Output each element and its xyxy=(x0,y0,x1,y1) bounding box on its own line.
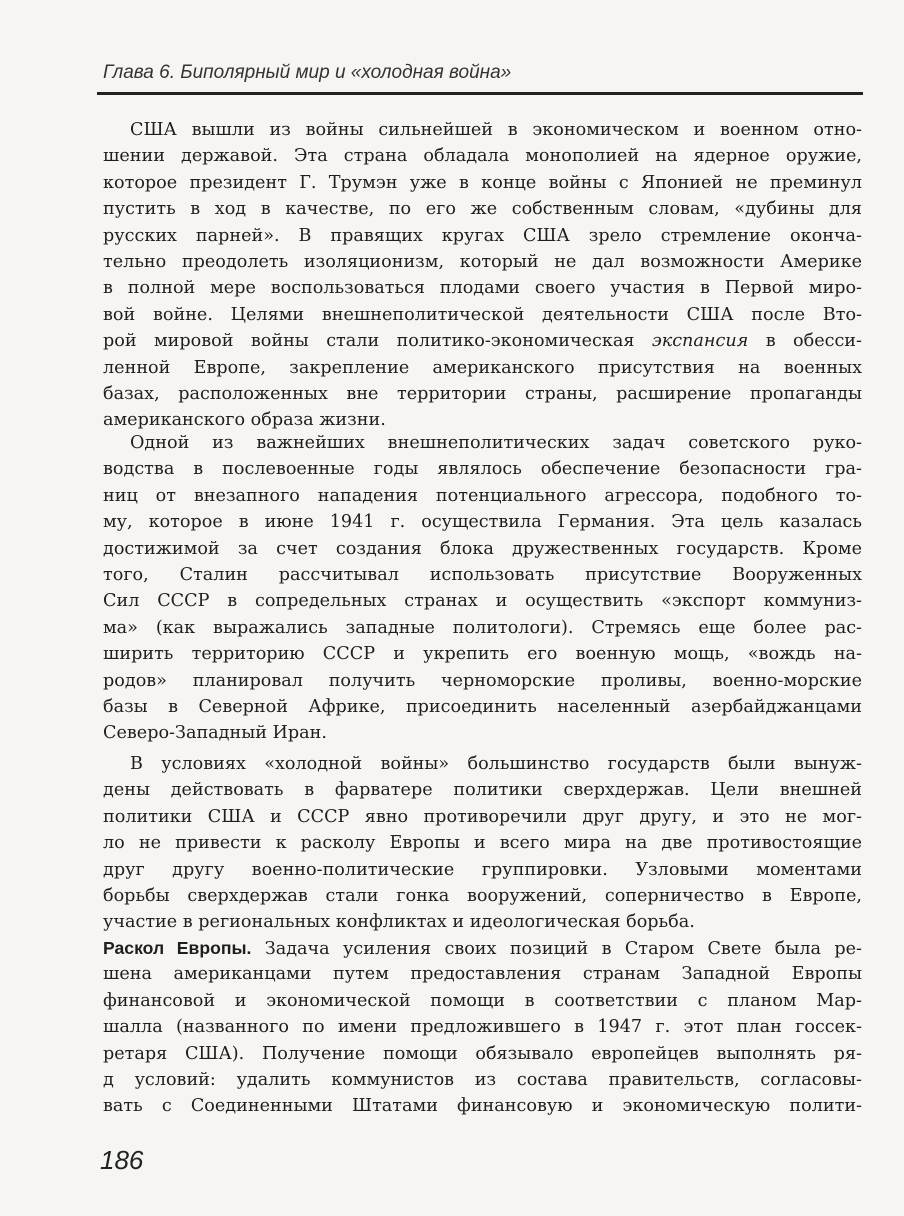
text-line: ширить территорию СССР и укрепить его военную мощь, «вождь на- xyxy=(103,644,862,665)
text-line: базы в Северной Африке, присоединить населенный азербайджанцами xyxy=(103,696,862,717)
text-line: базах, расположенных вне территории страны, расширение пропаганды xyxy=(103,383,862,404)
text-line: финансовой и экономической помощи в соответствии с планом Мар- xyxy=(103,990,862,1011)
text-line: США вышли из войны сильнейшей в экономическом и военном отно- xyxy=(130,120,862,140)
text-line: му, которое в июне 1941 г. осуществила Германия. Эта цель казалась xyxy=(103,512,862,533)
text-line: американского образа жизни. xyxy=(103,410,386,431)
text-line xyxy=(103,328,862,354)
text-line: того, Сталин рассчитывал использовать присутствие Вооруженных xyxy=(103,564,862,585)
paragraph xyxy=(103,117,862,434)
text-line: друг другу военно-политические группировки. Узловыми моментами xyxy=(103,859,862,880)
text-line: в полной мере воспользоваться плодами своего участия в Первой миро- xyxy=(103,278,862,299)
text-line: борьбы сверхдержав стали гонка вооружений, соперничество в Европе, xyxy=(103,885,862,906)
text-segment: рой мировой войны стали политико-экономическая xyxy=(103,331,652,352)
text-line: ленной Европе, закрепление американского присутствия на военных xyxy=(103,357,862,378)
paragraph xyxy=(103,751,862,936)
text-line: русских парней». В правящих кругах США зрело стремление оконча- xyxy=(103,225,862,246)
text-line: тельно преодолеть изоляционизм, который не дал возможности Америке xyxy=(103,251,862,272)
text-line: Сил СССР в сопредельных странах и осуществить «экспорт коммуниз- xyxy=(103,591,862,612)
text-line: пустить в ход в качестве, по его же собственным словам, «дубины для xyxy=(103,199,862,220)
text-line: родов» планировал получить черноморские проливы, военно-морские xyxy=(103,670,862,691)
text-line: вой войне. Целями внешнеполитической деятельности США после Вто- xyxy=(103,304,862,325)
text-line: ретаря США). Получение помощи обязывало европейцев выполнять ря- xyxy=(103,1043,862,1064)
paragraph xyxy=(103,430,862,747)
text-line: д условий: удалить коммунистов из состава правительств, согласовы- xyxy=(103,1069,862,1090)
text-line: Одной из важнейших внешнеполитических задач советского руко- xyxy=(130,433,862,453)
text-line: В условиях «холодной войны» большинство государств были вынуж- xyxy=(130,754,862,774)
text-line: шалла (названного по имени предложившего в 1947 г. этот план госсек- xyxy=(103,1017,862,1038)
text-line: шена американцами путем предоставления странам Западной Европы xyxy=(103,964,862,985)
text-line: достижимой за счет создания блока дружественных государств. Кроме xyxy=(103,538,862,559)
running-head: Глава 6. Биполярный мир и «холодная война» xyxy=(103,62,512,83)
text-line: ло не привести к расколу Европы и всего мира на две противостоящие xyxy=(103,833,862,854)
text-line: вать с Соединенными Штатами финансовую и экономическую полити- xyxy=(103,1096,862,1117)
text-line: водства в послевоенные годы являлось обеспечение безопасности гра- xyxy=(103,459,862,480)
text-line: ма» (как выражались западные политологи). Стремясь еще более рас- xyxy=(103,617,862,638)
text-line: политики США и СССР явно противоречили друг другу, и это не мог- xyxy=(103,806,862,827)
paragraph xyxy=(103,935,862,1120)
page-number: 186 xyxy=(100,1145,144,1175)
text-line: которое президент Г. Трумэн уже в конце войны с Японией не преминул xyxy=(103,172,862,193)
text-line: участие в региональных конфликтах и идеологическая борьба. xyxy=(103,912,695,933)
text-segment: Задача усиления своих позиций в Старом Свете была ре- xyxy=(251,939,863,959)
section-heading: Раскол Европы. xyxy=(103,938,252,958)
header-rule xyxy=(97,92,863,95)
emphasis: экспансия xyxy=(651,331,749,352)
text-line: ниц от внезапного нападения потенциального агрессора, подобного то- xyxy=(103,485,862,506)
text-segment: в обесси- xyxy=(748,331,862,352)
text-line xyxy=(103,935,862,961)
text-line: Северо-Западный Иран. xyxy=(103,723,327,744)
text-line: шении державой. Эта страна обладала монополией на ядерное оружие, xyxy=(103,146,862,167)
text-line: дены действовать в фарватере политики сверхдержав. Цели внешней xyxy=(103,780,862,801)
